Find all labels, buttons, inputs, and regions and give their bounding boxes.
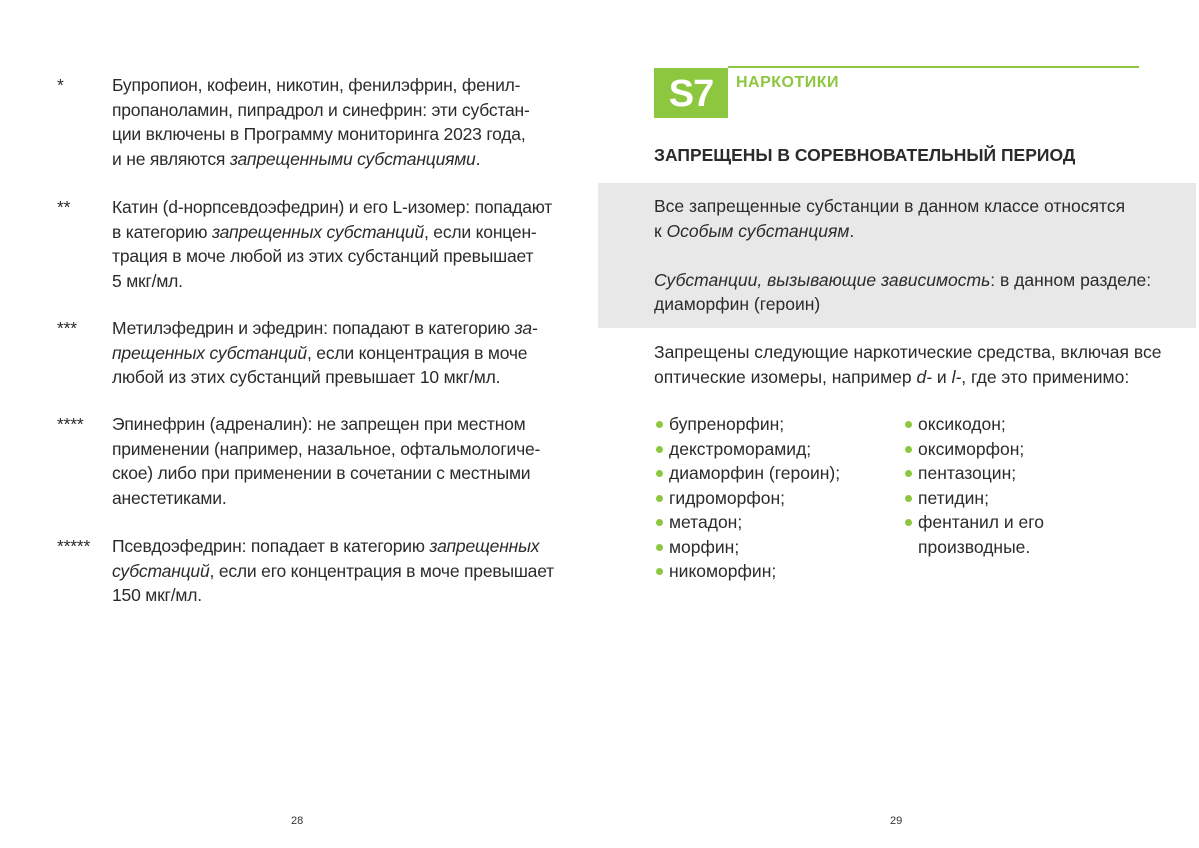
intro-line-1: Запрещены следующие наркотические средства, включая все bbox=[654, 342, 1162, 362]
footnote-line: трация в моче любой из этих субстанций превышает bbox=[112, 246, 534, 266]
bullet-icon bbox=[656, 421, 663, 428]
bullet-icon bbox=[656, 495, 663, 502]
list-item: фентанил и его bbox=[905, 510, 1044, 535]
footnote-line: 150 мкг/мл. bbox=[112, 585, 202, 605]
bullet-icon bbox=[656, 470, 663, 477]
footnote-mark: ***** bbox=[57, 536, 91, 556]
list-item: оксикодон; bbox=[905, 412, 1044, 437]
section-title: НАРКОТИКИ bbox=[736, 74, 840, 91]
footnote-text bbox=[112, 195, 553, 293]
intro-paragraph bbox=[654, 340, 1161, 389]
footnote-line: ское) либо при применении в сочетании с местными bbox=[112, 463, 531, 483]
page-number-left: 28 bbox=[291, 815, 304, 827]
footnote-line: любой из этих субстанций превышает 10 мкг/мл. bbox=[112, 367, 501, 387]
box-line-1: Все запрещенные субстанции в данном классе относятся bbox=[654, 196, 1126, 216]
bullet-icon bbox=[905, 495, 912, 502]
footnote-mark: *** bbox=[57, 318, 77, 338]
footnote-line: Метилэфедрин и эфедрин: попадают в категорию за- bbox=[112, 318, 538, 338]
substance-list-column-1 bbox=[656, 412, 840, 584]
list-item: производные. bbox=[918, 536, 1031, 557]
bullet-icon bbox=[905, 519, 912, 526]
list-item: диаморфин (героин); bbox=[656, 461, 840, 486]
section-header-rule bbox=[728, 66, 1139, 68]
info-box bbox=[598, 183, 1196, 328]
footnote-line: и не являются запрещенными субстанциями. bbox=[112, 148, 481, 169]
footnote-line: пропаноламин, пипрадрол и синефрин: эти субстан- bbox=[112, 99, 530, 120]
section-badge bbox=[654, 68, 728, 118]
footnote-text bbox=[112, 534, 554, 608]
footnote-line: ции включены в Программу мониторинга 2023 года, bbox=[112, 124, 526, 144]
footnote-line: Псевдоэфедрин: попадает в категорию запрещенных bbox=[112, 536, 540, 556]
footnote-mark: **** bbox=[57, 414, 84, 434]
right-page bbox=[600, 0, 1199, 848]
footnote-text bbox=[112, 316, 542, 390]
footnote-text bbox=[112, 412, 542, 510]
list-item: бупренорфин; bbox=[656, 412, 840, 437]
list-item: декстроморамид; bbox=[656, 437, 840, 462]
footnote-line: 5 мкг/мл. bbox=[112, 270, 183, 291]
bullet-icon bbox=[905, 446, 912, 453]
section-code: S7 bbox=[668, 73, 714, 115]
footnote-line: прещенных субстанций, если концентрация в моче bbox=[112, 342, 528, 363]
footnote-line: применении (например, назальное, офтальмологиче- bbox=[112, 438, 541, 459]
footnote-line: Эпинефрин (адреналин): не запрещен при местном bbox=[112, 414, 526, 434]
bullet-icon bbox=[905, 470, 912, 477]
bullet-icon bbox=[656, 446, 663, 453]
footnote-line: Бупропион, кофеин, никотин, фенилэфрин, фенил- bbox=[112, 75, 521, 95]
bullet-icon bbox=[656, 568, 663, 575]
footnote-text bbox=[112, 73, 542, 171]
bullet-icon bbox=[656, 544, 663, 551]
footnote-mark: ** bbox=[57, 197, 71, 217]
substance-list-column-2 bbox=[905, 412, 1044, 559]
footnote-line: в категорию запрещенных субстанций, если концен- bbox=[112, 221, 537, 242]
list-item: пентазоцин; bbox=[905, 461, 1044, 486]
bullet-icon bbox=[656, 519, 663, 526]
bullet-icon bbox=[905, 421, 912, 428]
intro-line-2: оптические изомеры, например d- и l-, где это применимо: bbox=[654, 366, 1130, 387]
list-item: петидин; bbox=[905, 486, 1044, 511]
box-line-2: к Особым субстанциям. bbox=[654, 220, 855, 241]
subheading: ЗАПРЕЩЕНЫ В СОРЕВНОВАТЕЛЬНЫЙ ПЕРИОД bbox=[654, 145, 1076, 165]
list-item: метадон; bbox=[656, 510, 840, 535]
footnote-mark: * bbox=[57, 75, 64, 95]
page-number-right: 29 bbox=[890, 815, 903, 827]
list-item: морфин; bbox=[656, 535, 840, 560]
box-line-4: диаморфин (героин) bbox=[654, 294, 821, 314]
box-line-3: Субстанции, вызывающие зависимость: в данном разделе: bbox=[654, 269, 1152, 290]
footnote-line: субстанций, если его концентрация в моче превышает bbox=[112, 560, 554, 581]
list-item: никоморфин; bbox=[656, 559, 840, 584]
list-item: оксиморфон; bbox=[905, 437, 1044, 462]
list-item: гидроморфон; bbox=[656, 486, 840, 511]
footnote-line: анестетиками. bbox=[112, 487, 227, 508]
footnote-line: Катин (d-норпсевдоэфедрин) и его L-изомер: попадают bbox=[112, 197, 553, 217]
